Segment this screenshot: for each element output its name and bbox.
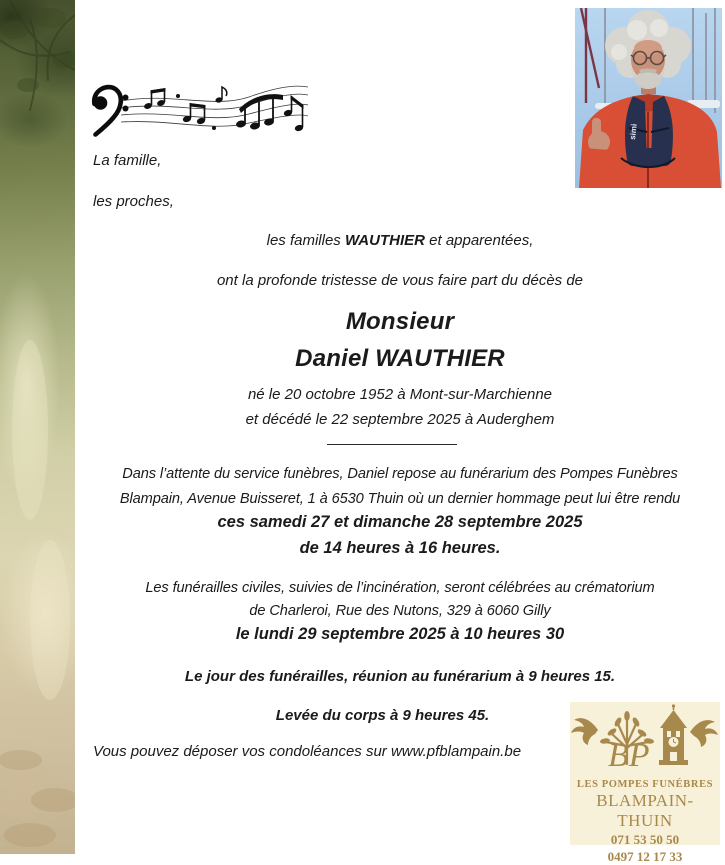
section-divider <box>327 444 457 445</box>
deceased-title: Monsieur <box>345 308 455 335</box>
repose-dates: ces samedi 27 et dimanche 28 septembre 2025 <box>217 513 583 531</box>
families-line <box>75 232 725 249</box>
families-prefix: les familles <box>266 232 345 249</box>
forest-branches-graphic <box>0 0 75 854</box>
dove-right-icon <box>690 720 718 747</box>
dove-left-icon <box>571 718 598 745</box>
music-notes-graphic <box>91 82 309 148</box>
intro-line-friends: les proches, <box>93 193 174 210</box>
repose-line-2: Blampain, Avenue Buisseret, 1 à 6530 Thuin où un dernier hommage peut lui être rendu <box>119 491 681 507</box>
forest-background-strip <box>0 0 75 854</box>
bass-clef-icon <box>94 87 129 134</box>
repose-line-1: Dans l’attente du service funèbres, Daniel repose au funérarium des Pompes Funèbres <box>122 466 678 482</box>
logo-phone-1: 071 53 50 50 <box>610 832 680 847</box>
ceremony-line-2: de Charleroi, Rue des Nutons, 329 à 6060 Gilly <box>249 603 551 619</box>
repose-hours: de 14 heures à 16 heures. <box>299 539 501 557</box>
logo-monogram: BP <box>608 737 650 774</box>
condolences-line: Vous pouvez déposer vos condoléances sur www.pfblampain.be <box>93 743 522 760</box>
logo-tagline: LES POMPES FUNÉBRES <box>576 779 714 790</box>
meeting-line: Le jour des funérailles, réunion au funérarium à 9 heures 15. <box>184 668 616 685</box>
ceremony-line-1: Les funérailles civiles, suivies de l’incinération, seront célébrées au crématorium <box>145 580 655 596</box>
deceased-portrait-photo <box>575 8 722 188</box>
death-line: et décédé le 22 septembre 2025 à Auderghem <box>245 411 555 428</box>
families-suffix: et apparentées, <box>424 232 534 249</box>
deceased-name: Daniel WAUTHIER <box>295 345 505 372</box>
ceremony-date: le lundi 29 septembre 2025 à 10 heures 30 <box>235 625 565 643</box>
birth-line: né le 20 octobre 1952 à Mont-sur-Marchienne <box>247 386 553 403</box>
svg-text:simi: simi <box>628 123 639 141</box>
levee-line: Levée du corps à 9 heures 45. <box>275 707 490 724</box>
funeral-home-logo <box>570 702 720 864</box>
family-surname: WAUTHIER <box>344 232 425 249</box>
announcement-line: ont la profonde tristesse de vous faire part du décès de <box>216 272 584 289</box>
logo-phone-2: 0497 12 17 33 <box>607 849 683 864</box>
logo-company-name: BLAMPAIN-THUIN <box>596 791 694 830</box>
intro-line-family: La famille, <box>93 152 162 169</box>
music-notes-cluster <box>143 87 304 132</box>
logo-emblem-graphic <box>570 704 720 776</box>
